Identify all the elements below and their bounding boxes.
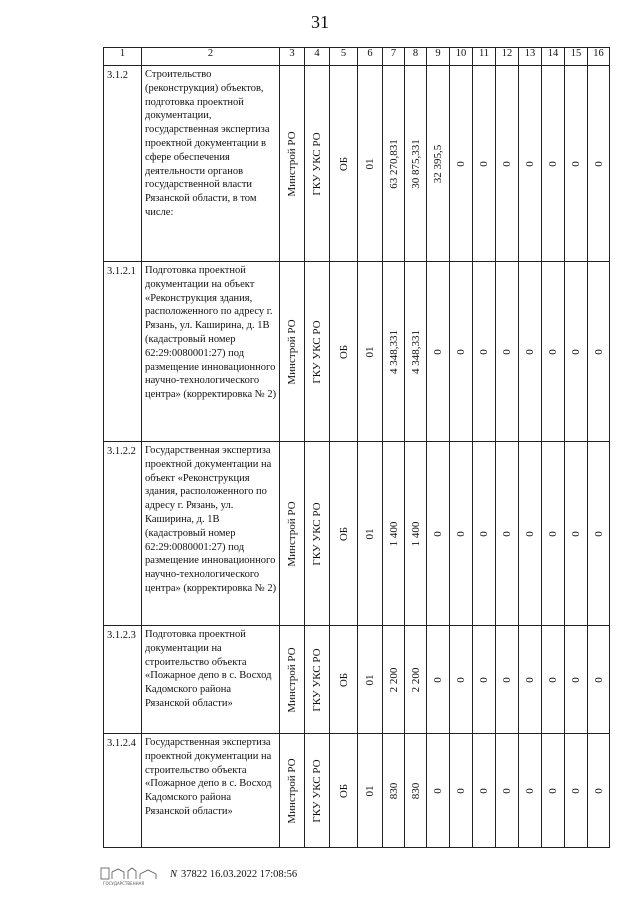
cell-value: ОБ bbox=[337, 156, 350, 171]
cell-value: 1 400 bbox=[387, 521, 400, 546]
value-cell bbox=[496, 262, 519, 442]
cell-value: 63 270,831 bbox=[387, 138, 400, 189]
cell-value: ГКУ УКС РО bbox=[311, 501, 323, 566]
value-cell bbox=[305, 66, 330, 262]
cell-value: 0 bbox=[524, 530, 536, 537]
cell-value: 0 bbox=[501, 348, 513, 355]
cell-value: Минстрой РО bbox=[286, 500, 298, 567]
cell-value: 01 bbox=[364, 158, 376, 169]
value-cell bbox=[427, 262, 450, 442]
value-cell bbox=[330, 442, 358, 626]
cell-value: ОБ bbox=[337, 526, 350, 541]
column-number: 5 bbox=[330, 48, 358, 66]
cell-value: ОБ bbox=[337, 344, 350, 359]
value-cell bbox=[305, 734, 330, 848]
row-code: 3.1.2 bbox=[104, 66, 142, 262]
cell-value: 0 bbox=[547, 676, 559, 683]
value-cell bbox=[358, 734, 383, 848]
value-cell bbox=[358, 626, 383, 734]
cell-value: ОБ bbox=[337, 672, 350, 687]
value-cell bbox=[383, 262, 405, 442]
value-cell bbox=[427, 626, 450, 734]
cell-value: 0 bbox=[592, 348, 605, 355]
column-number: 13 bbox=[519, 48, 542, 66]
cell-value: 0 bbox=[432, 348, 444, 355]
cell-value: 0 bbox=[570, 160, 582, 167]
table-body bbox=[104, 48, 610, 848]
value-cell bbox=[473, 734, 496, 848]
column-number: 15 bbox=[565, 48, 588, 66]
cell-value: 0 bbox=[501, 787, 513, 794]
cell-value: 0 bbox=[478, 676, 490, 683]
row-code: 3.1.2.1 bbox=[104, 262, 142, 442]
cell-value: 0 bbox=[592, 160, 605, 167]
cell-value: 01 bbox=[364, 346, 376, 357]
cell-value: 01 bbox=[364, 674, 376, 685]
value-cell bbox=[280, 734, 305, 848]
value-cell bbox=[519, 734, 542, 848]
value-cell bbox=[473, 442, 496, 626]
row-description: Строительство (реконструкция) объектов, подготовка проектной документации, государственная экспертиза проектной документации в сфере обеспечения деятельности органов государственной власти Рязанской области, в том числе: bbox=[142, 66, 280, 262]
registration-info bbox=[170, 869, 297, 880]
value-cell bbox=[280, 626, 305, 734]
value-cell bbox=[427, 66, 450, 262]
cell-value: 0 bbox=[547, 530, 559, 537]
cell-value: 0 bbox=[524, 676, 536, 683]
column-number: 11 bbox=[473, 48, 496, 66]
cell-value: 4 348,331 bbox=[387, 329, 400, 374]
value-cell bbox=[542, 262, 565, 442]
cell-value: 0 bbox=[547, 160, 559, 167]
column-number: 2 bbox=[142, 48, 280, 66]
cell-value: 32 395,5 bbox=[432, 144, 444, 183]
cell-value: 0 bbox=[501, 160, 513, 167]
cell-value: 0 bbox=[570, 787, 582, 794]
row-code: 3.1.2.2 bbox=[104, 442, 142, 626]
registration-text: 37822 16.03.2022 17:08:56 bbox=[181, 869, 298, 880]
table-row bbox=[104, 262, 610, 442]
cell-value: 830 bbox=[409, 782, 422, 799]
cell-value: 0 bbox=[547, 787, 559, 794]
value-cell bbox=[565, 442, 588, 626]
cell-value: 0 bbox=[570, 348, 582, 355]
cell-value: 0 bbox=[592, 676, 605, 683]
value-cell bbox=[519, 66, 542, 262]
cell-value: 0 bbox=[432, 676, 444, 683]
value-cell bbox=[280, 442, 305, 626]
cell-value: 0 bbox=[432, 530, 444, 537]
row-description: Подготовка проектной документации на объект «Реконструкция здания, расположенного по адресу г. Рязань, ул. Каширина, д. 1В (кадастровый номер 62:29:0080001:27) под размещение инновационного научно-технологического центра» (корректировка № 2) bbox=[142, 262, 280, 442]
value-cell bbox=[358, 262, 383, 442]
column-number: 6 bbox=[358, 48, 383, 66]
value-cell bbox=[588, 262, 610, 442]
value-cell bbox=[588, 626, 610, 734]
cell-value: 0 bbox=[478, 160, 490, 167]
cell-value: Минстрой РО bbox=[286, 130, 298, 197]
value-cell bbox=[542, 626, 565, 734]
value-cell bbox=[519, 262, 542, 442]
cell-value: 0 bbox=[570, 676, 582, 683]
registration-number-icon: N bbox=[170, 869, 178, 880]
value-cell bbox=[280, 66, 305, 262]
table-row bbox=[104, 734, 610, 848]
column-number: 12 bbox=[496, 48, 519, 66]
value-cell bbox=[427, 734, 450, 848]
value-cell bbox=[383, 442, 405, 626]
value-cell bbox=[450, 442, 473, 626]
footer bbox=[100, 866, 400, 888]
value-cell bbox=[383, 66, 405, 262]
value-cell bbox=[383, 626, 405, 734]
value-cell bbox=[565, 262, 588, 442]
page-number: 31 bbox=[311, 12, 329, 32]
value-cell bbox=[305, 626, 330, 734]
registry-stamp-logo bbox=[100, 866, 162, 886]
cell-value: ГКУ УКС РО bbox=[311, 131, 323, 196]
value-cell bbox=[330, 262, 358, 442]
row-description: Государственная экспертиза проектной документации на объект «Реконструкция здания, расположенного по адресу г. Рязань, ул. Каширина, д. 1В (кадастровый номер 62:29:0080001:27) под размещение инновационного научно-технологического центра» (корректировка № 2) bbox=[142, 442, 280, 626]
value-cell bbox=[330, 734, 358, 848]
cell-value: 01 bbox=[364, 785, 376, 796]
value-cell bbox=[496, 442, 519, 626]
cell-value: 0 bbox=[524, 348, 536, 355]
cell-value: Минстрой РО bbox=[286, 318, 298, 385]
column-number: 1 bbox=[104, 48, 142, 66]
value-cell bbox=[542, 734, 565, 848]
cell-value: 0 bbox=[592, 530, 605, 537]
cell-value: ГКУ УКС РО bbox=[311, 319, 323, 384]
value-cell bbox=[496, 734, 519, 848]
row-code: 3.1.2.4 bbox=[104, 734, 142, 848]
cell-value: 0 bbox=[432, 787, 444, 794]
table-row bbox=[104, 66, 610, 262]
cell-value: 2 200 bbox=[387, 667, 400, 692]
cell-value: 4 348,331 bbox=[409, 329, 422, 374]
value-cell bbox=[473, 262, 496, 442]
cell-value: 0 bbox=[478, 530, 490, 537]
program-table bbox=[103, 47, 610, 848]
cell-value: ГКУ УКС РО bbox=[311, 758, 323, 823]
value-cell bbox=[450, 262, 473, 442]
cell-value: 0 bbox=[455, 676, 467, 683]
value-cell bbox=[588, 66, 610, 262]
value-cell bbox=[358, 66, 383, 262]
cell-value: 0 bbox=[570, 530, 582, 537]
table-row bbox=[104, 626, 610, 734]
column-number: 9 bbox=[427, 48, 450, 66]
value-cell bbox=[450, 734, 473, 848]
value-cell bbox=[588, 734, 610, 848]
value-cell bbox=[542, 66, 565, 262]
row-code: 3.1.2.3 bbox=[104, 626, 142, 734]
cell-value: 01 bbox=[364, 528, 376, 539]
value-cell bbox=[405, 734, 427, 848]
column-number: 8 bbox=[405, 48, 427, 66]
value-cell bbox=[405, 442, 427, 626]
value-cell bbox=[280, 262, 305, 442]
value-cell bbox=[383, 734, 405, 848]
value-cell bbox=[305, 442, 330, 626]
cell-value: 0 bbox=[501, 676, 513, 683]
column-number: 7 bbox=[383, 48, 405, 66]
cell-value: 0 bbox=[524, 160, 536, 167]
value-cell bbox=[565, 626, 588, 734]
cell-value: 0 bbox=[547, 348, 559, 355]
value-cell bbox=[565, 66, 588, 262]
column-number: 14 bbox=[542, 48, 565, 66]
column-number-row bbox=[104, 48, 610, 66]
value-cell bbox=[496, 626, 519, 734]
value-cell bbox=[519, 626, 542, 734]
value-cell bbox=[588, 442, 610, 626]
value-cell bbox=[450, 626, 473, 734]
svg-text:ГОСУДАРСТВЕННАЯ: ГОСУДАРСТВЕННАЯ bbox=[103, 881, 145, 886]
value-cell bbox=[496, 66, 519, 262]
value-cell bbox=[473, 66, 496, 262]
value-cell bbox=[405, 262, 427, 442]
value-cell bbox=[305, 262, 330, 442]
cell-value: 2 200 bbox=[409, 667, 422, 692]
value-cell bbox=[450, 66, 473, 262]
cell-value: 0 bbox=[478, 787, 490, 794]
column-number: 10 bbox=[450, 48, 473, 66]
cell-value: 0 bbox=[455, 530, 467, 537]
cell-value: 1 400 bbox=[409, 521, 422, 546]
cell-value: 0 bbox=[501, 530, 513, 537]
value-cell bbox=[405, 66, 427, 262]
column-number: 3 bbox=[280, 48, 305, 66]
cell-value: 0 bbox=[524, 787, 536, 794]
value-cell bbox=[330, 66, 358, 262]
row-description: Государственная экспертиза проектной документации на строительство объекта «Пожарное депо в с. Восход Кадомского района Рязанской области» bbox=[142, 734, 280, 848]
cell-value: 0 bbox=[478, 348, 490, 355]
cell-value: Минстрой РО bbox=[286, 646, 298, 713]
value-cell bbox=[542, 442, 565, 626]
table-row bbox=[104, 442, 610, 626]
cell-value: ГКУ УКС РО bbox=[311, 647, 323, 712]
cell-value: 0 bbox=[455, 160, 467, 167]
cell-value: Минстрой РО bbox=[286, 757, 298, 824]
cell-value: 30 875,331 bbox=[409, 138, 422, 189]
value-cell bbox=[427, 442, 450, 626]
value-cell bbox=[473, 626, 496, 734]
value-cell bbox=[519, 442, 542, 626]
value-cell bbox=[330, 626, 358, 734]
value-cell bbox=[358, 442, 383, 626]
column-number: 16 bbox=[588, 48, 610, 66]
cell-value: ОБ bbox=[337, 783, 350, 798]
cell-value: 0 bbox=[592, 787, 605, 794]
row-description: Подготовка проектной документации на строительство объекта «Пожарное депо в с. Восход Кадомского района Рязанской области» bbox=[142, 626, 280, 734]
value-cell bbox=[565, 734, 588, 848]
cell-value: 0 bbox=[455, 348, 467, 355]
cell-value: 0 bbox=[455, 787, 467, 794]
value-cell bbox=[405, 626, 427, 734]
cell-value: 830 bbox=[387, 782, 400, 799]
column-number: 4 bbox=[305, 48, 330, 66]
